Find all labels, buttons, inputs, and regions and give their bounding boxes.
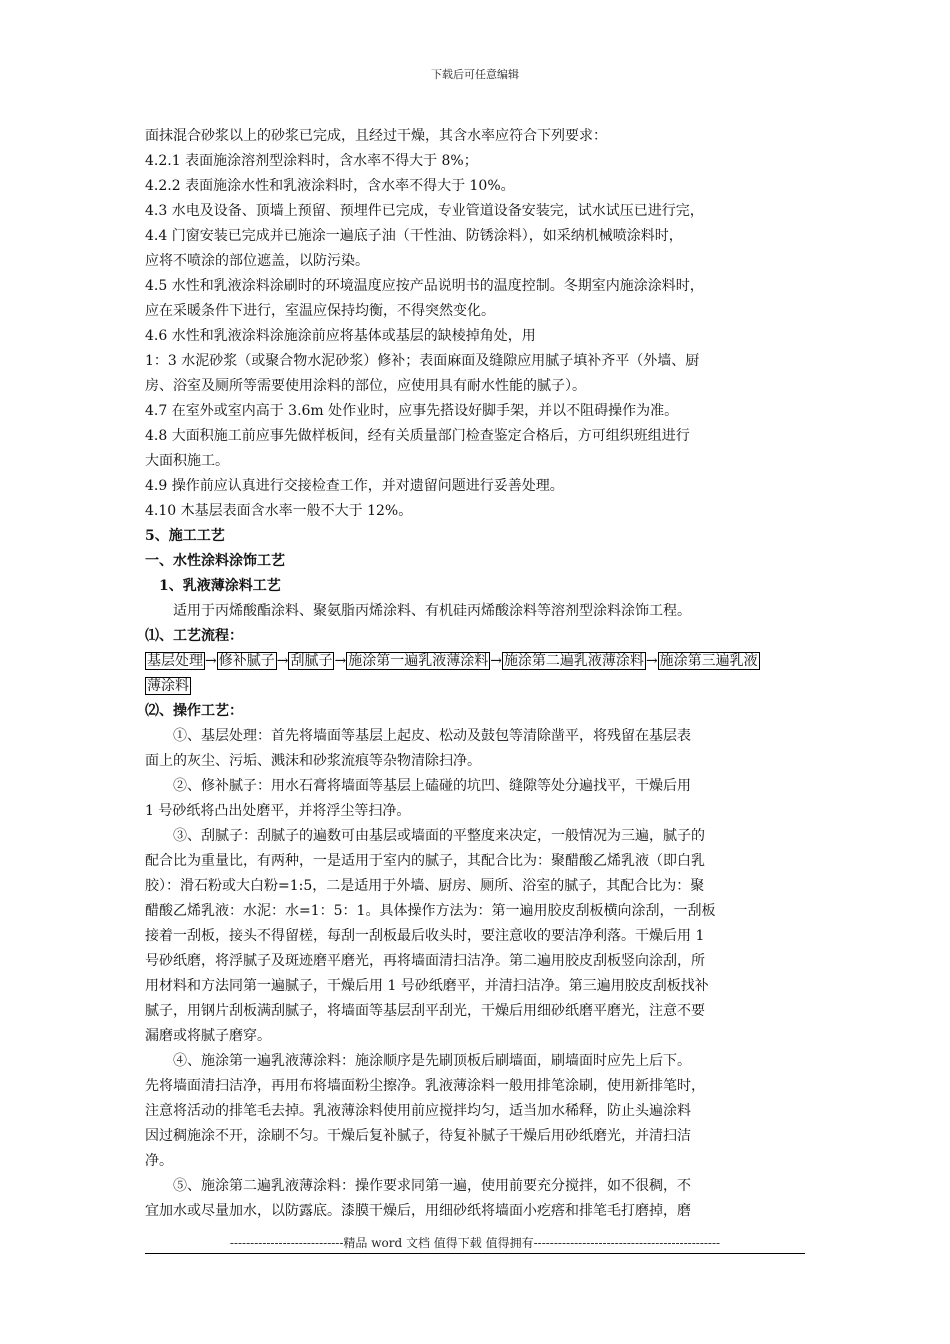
text-line: 注意将活动的排笔毛去掉。乳液薄涂料使用前应搅拌均匀，适当加水稀释，防止头遍涂料 <box>145 1103 691 1119</box>
flow-arrow: → <box>276 653 289 669</box>
flow-arrow: → <box>205 653 217 669</box>
process-flow-row <box>145 674 805 699</box>
text-line: 4.3 水电及设备、顶墙上预留、预埋件已完成，专业管道设备安装完，试水试压已进行完， <box>145 203 704 219</box>
text-line: 4.2.1 表面施涂溶剂型涂料时，含水率不得大于 8%； <box>145 153 478 169</box>
text-line: 适用于丙烯酸酯涂料、聚氨脂丙烯涂料、有机硅丙烯酸涂料等溶剂型涂料涂饰工程。 <box>173 603 691 619</box>
text-line: 宜加水或尽量加水，以防露底。漆膜干燥后，用细砂纸将墙面小疙瘩和排笔毛打磨掉，磨 <box>145 1203 691 1219</box>
text-line: 因过稠施涂不开，涂刷不匀。干燥后复补腻子，待复补腻子干燥后用砂纸磨光，并清扫洁 <box>145 1128 691 1144</box>
text-line: 4.7 在室外或室内高于 3.6m 处作业时，应事先搭设好脚手架，并以不阻碍操作为准。 <box>145 403 679 419</box>
text-line: 1 号砂纸将凸出处磨平，并将浮尘等扫净。 <box>145 803 411 819</box>
text-line: ⑴、工艺流程： <box>145 628 243 644</box>
text-line: 4.5 水性和乳液涂料涂刷时的环境温度应按产品说明书的温度控制。冬期室内施涂涂料时， <box>145 278 704 294</box>
text-line: 用材料和方法同第一遍腻子，干燥后用 1 号砂纸磨平，并清扫洁净。第三遍用胶皮刮板找补 <box>145 978 709 994</box>
footer-rule <box>145 1253 805 1254</box>
text-line: 1、乳液薄涂料工艺 <box>159 578 281 594</box>
text-line: 4.4 门窗安装已完成并已施涂一遍底子油（干性油、防锈涂料），如采纳机械喷涂料时， <box>145 228 683 244</box>
text-line: ②、修补腻子：用水石膏将墙面等基层上磕碰的坑凹、缝隙等处分遍找平，干燥后用 <box>173 778 691 794</box>
process-flow <box>145 649 805 699</box>
text-line: 应将不喷涂的部位遮盖，以防污染。 <box>145 253 369 269</box>
document-body <box>145 124 805 1224</box>
page-footer: ----------------------------精品 word 文档 值得下载 值得拥有---------------------------------------------- <box>229 1236 721 1250</box>
flow-step: 施涂第一遍乳液薄涂料 <box>348 653 489 669</box>
flow-arrow: → <box>645 653 658 669</box>
text-line: 4.9 操作前应认真进行交接检查工作，并对遗留问题进行妥善处理。 <box>145 478 564 494</box>
text-line: 4.10 木基层表面含水率一般不大于 12%。 <box>145 503 413 519</box>
text-line: ③、刮腻子：刮腻子的遍数可由基层或墙面的平整度来决定，一般情况为三遍，腻子的 <box>173 828 705 844</box>
text-line: 4.6 水性和乳液涂料涂施涂前应将基体或基层的缺棱掉角处，用 <box>145 328 536 344</box>
text-line: 先将墙面清扫洁净，再用布将墙面粉尘擦净。乳液薄涂料一般用排笔涂刷，使用新排笔时， <box>145 1078 705 1094</box>
text-block-operation <box>145 699 805 1224</box>
flow-step: 基层处理 <box>147 653 203 669</box>
text-line: ⑤、施涂第二遍乳液薄涂料：操作要求同第一遍，使用前要充分搅拌，如不很稠，不 <box>173 1178 691 1194</box>
text-line: 房、浴室及厕所等需要使用涂料的部位，应使用具有耐水性能的腻子）。 <box>145 378 586 394</box>
flow-step-continuation: 薄涂料 <box>147 678 189 694</box>
text-line: ⑵、操作工艺： <box>145 703 243 719</box>
text-line: 1：3 水泥砂浆（或聚合物水泥砂浆）修补；表面麻面及缝隙应用腻子填补齐平（外墙、厨 <box>145 353 700 369</box>
flow-step: 修补腻子 <box>218 653 275 669</box>
text-line: 漏磨或将腻子磨穿。 <box>145 1028 271 1044</box>
text-line: 面抹混合砂浆以上的砂浆已完成，且经过干燥，其含水率应符合下列要求： <box>145 128 607 144</box>
text-line: 胶）：滑石粉或大白粉=1:5，二是适用于外墙、厨房、厕所、浴室的腻子，其配合比为：聚 <box>145 878 705 894</box>
text-line: 4.2.2 表面施涂水性和乳液涂料时，含水率不得大于 10%。 <box>145 178 515 194</box>
flow-arrow: → <box>334 653 347 669</box>
flow-step: 施涂第三遍乳液 <box>659 653 758 669</box>
text-line: 5、施工工艺 <box>145 528 225 544</box>
text-line: 4.8 大面积施工前应事先做样板间，经有关质量部门检查鉴定合格后，方可组织班组进行 <box>145 428 690 444</box>
flow-step: 刮腻子 <box>290 653 333 669</box>
process-flow-row <box>145 649 805 674</box>
text-line: 一、水性涂料涂饰工艺 <box>145 553 285 569</box>
text-line: 醋酸乙烯乳液：水泥：水=1：5：1。具体操作方法为：第一遍用胶皮刮板横向涂刮，一刮板 <box>145 903 716 919</box>
text-line: 配合比为重量比，有两种，一是适用于室内的腻子，其配合比为：聚醋酸乙烯乳液（即白乳 <box>145 853 705 869</box>
text-line: 号砂纸磨，将浮腻子及斑迹磨平磨光，再将墙面清扫洁净。第二遍用胶皮刮板竖向涂刮，所 <box>145 953 705 969</box>
text-line: 大面积施工。 <box>145 453 229 469</box>
text-line: 面上的灰尘、污垢、溅沫和砂浆流痕等杂物清除扫净。 <box>145 753 481 769</box>
text-block-preparation <box>145 124 805 649</box>
text-line: ④、施涂第一遍乳液薄涂料：施涂顺序是先刷顶板后刷墙面，刷墙面时应先上后下。 <box>173 1053 691 1069</box>
text-line: ①、基层处理：首先将墙面等基层上起皮、松动及鼓包等清除凿平，将残留在基层表 <box>173 728 691 744</box>
text-line: 净。 <box>145 1153 173 1169</box>
flow-step: 施涂第二遍乳液薄涂料 <box>503 653 644 669</box>
text-line: 腻子，用钢片刮板满刮腻子，将墙面等基层刮平刮光，干燥后用细砂纸磨平磨光，注意不要 <box>145 1003 705 1019</box>
text-line: 应在采暖条件下进行，室温应保持均衡，不得突然变化。 <box>145 303 495 319</box>
text-line: 接着一刮板，接头不得留槎，每刮一刮板最后收头时，要注意收的要洁净利落。干燥后用 1 <box>145 928 705 944</box>
page-header: 下载后可任意编辑 <box>431 68 519 81</box>
flow-arrow: → <box>490 653 502 669</box>
